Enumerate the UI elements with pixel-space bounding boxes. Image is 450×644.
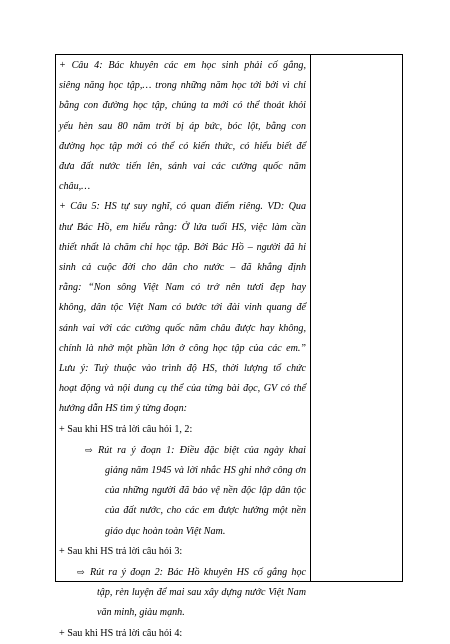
text-line-content: Rút ra ý đoạn 1: Điều đặc biệt của ngày khai [98,444,306,456]
text-line [59,117,306,137]
text-line-content: + Sau khi HS trả lời câu hỏi 4: [59,627,183,639]
text-line [59,96,306,116]
text-line [59,359,306,379]
text-line [59,218,306,238]
text-line [59,379,306,399]
text-line-content: yếu hèn sau 80 năm trời bị áp bức, bóc lột, bằng con [59,120,306,132]
text-line-content: rằng: “Non sông Việt Nam có trở nên tươi đẹp hay [59,282,306,294]
text-line [59,440,306,461]
text-line [59,258,306,278]
text-line-content: đường học tập mới có thể có kiến thức, có hiểu biết để [59,140,306,152]
left-cell-content [59,56,306,644]
text-line [59,238,306,258]
text-line [59,278,306,298]
text-line [59,624,306,644]
text-line-content: sánh vai với các cường quốc năm châu được hay không, [59,322,306,334]
text-line [59,522,306,542]
text-line [59,461,306,481]
text-line-content: + Sau khi HS trả lời câu hỏi 1, 2: [59,423,193,435]
text-line [59,56,306,76]
text-line-content: bằng con đường học tập, chúng ta mới có thể thoát khỏi [59,100,306,112]
text-line-content: siêng năng học tập,… trong những năm học tới bởi vì chỉ [59,80,306,92]
text-line [59,562,306,583]
text-line-content: tập, rèn luyện để mai sau xây dựng nước Việt Nam [97,587,306,599]
text-line-content: hoạt động và nội dung cụ thể của từng bài đọc, GV có thể [59,383,306,395]
text-line [59,177,306,197]
text-line [59,542,306,562]
text-line-content: không, dân tộc Việt Nam có bước tới đài vinh quang để [59,302,306,314]
text-line [59,319,306,339]
text-line [59,298,306,318]
text-line-content: văn minh, giàu mạnh. [97,607,185,619]
text-line-content: + Sau khi HS trả lời câu hỏi 3: [59,545,183,557]
column-divider [310,55,311,581]
text-line [59,157,306,177]
text-line-content: của đất nước, cho các em được hưởng một nền [105,505,306,517]
text-line-content: Lưu ý: Tuỳ thuộc vào trình độ HS, thời lượng tổ chức [59,363,306,375]
text-line-content: thư Bác Hồ, em hiểu rằng: Ở lứa tuổi HS, việc làm cần [59,221,306,233]
text-line-content: châu,… [59,181,91,193]
text-line-content: sinh cả cuộc đời cho dân cho nước – đã khẳng định [59,262,306,274]
text-line-content: Rút ra ý đoạn 2: Bác Hồ khuyên HS cố gắng học [90,567,306,579]
text-line-content: của những người đã bảo vệ nền độc lập dân tộc [105,485,306,497]
text-line [59,197,306,217]
text-line [59,501,306,521]
text-line-content: đưa đất nước tiến lên, sánh vai các cường quốc năm [59,161,306,173]
text-line [59,583,306,603]
text-line [59,420,306,440]
arrow-icon: ⇨ [77,567,85,578]
text-line-content: hướng dẫn HS tìm ý từng đoạn: [59,403,187,415]
text-line [59,603,306,623]
text-line-content: giáo dục hoàn toàn Việt Nam. [105,525,226,537]
text-line-content: thiết nhất là chăm chỉ học tập. Bởi Bác Hồ – người đã hi [59,241,306,253]
text-line [59,399,306,419]
text-line [59,137,306,157]
text-line-content: chính là nhờ một phần lớn ở công học tập của các em.” [59,342,306,354]
lesson-table [55,54,403,639]
arrow-icon: ⇨ [85,444,93,455]
text-line [59,339,306,359]
text-line-content: giảng năm 1945 và lời nhắc HS ghi nhớ công ơn [105,465,306,477]
text-line [59,76,306,96]
text-line-content: + Câu 4: Bác khuyên các em học sinh phải cố gắng, [59,60,306,71]
text-line-content: + Câu 5: HS tự suy nghĩ, có quan điểm riêng. VD: Qua [59,201,306,213]
text-line [59,481,306,501]
